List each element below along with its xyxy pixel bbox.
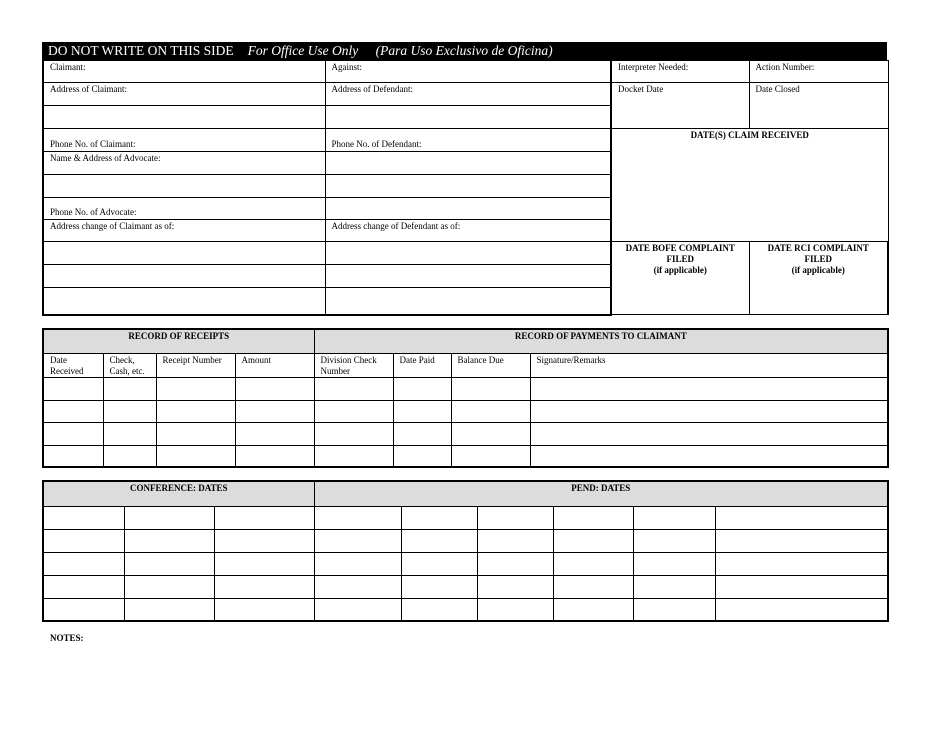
- conference-date-cell[interactable]: [43, 575, 124, 598]
- payment-cell[interactable]: [393, 400, 451, 422]
- date-closed-label: Date Closed: [755, 84, 800, 94]
- pend-date-cell[interactable]: [633, 598, 715, 621]
- col-check-line-1: Check,: [109, 354, 135, 365]
- receipts-payments-table: [42, 328, 889, 468]
- pend-date-cell[interactable]: [715, 529, 888, 552]
- address-change-defendant-field[interactable]: [325, 220, 611, 242]
- phone-defendant-label: Phone No. of Defendant:: [331, 139, 422, 149]
- pend-date-cell[interactable]: [715, 598, 888, 621]
- pend-date-cell[interactable]: [401, 552, 477, 575]
- pend-date-cell[interactable]: [477, 506, 553, 529]
- receipt-cell[interactable]: [235, 422, 314, 445]
- pend-date-cell[interactable]: [314, 598, 401, 621]
- address-change-defendant-line-2[interactable]: [325, 265, 611, 288]
- pend-date-cell[interactable]: [477, 552, 553, 575]
- receipt-cell[interactable]: [43, 445, 103, 467]
- col-signature-remarks: [530, 353, 888, 377]
- bofe-line-1: DATE BOFE COMPLAINT: [625, 243, 735, 253]
- col-check-cash: [103, 353, 156, 377]
- receipt-cell[interactable]: [103, 377, 156, 400]
- conference-pend-table: [42, 480, 889, 622]
- phone-defendant-field[interactable]: [325, 129, 611, 152]
- header-subtitle: For Office Use Only: [247, 43, 359, 58]
- payment-cell[interactable]: [451, 422, 530, 445]
- col-balance-due-label: Balance Due: [457, 354, 504, 365]
- pend-date-cell[interactable]: [314, 529, 401, 552]
- advocate-label: Name & Address of Advocate:: [50, 153, 161, 163]
- record-of-receipts-title: RECORD OF RECEIPTS: [128, 331, 230, 341]
- payment-cell[interactable]: [530, 400, 888, 422]
- payment-cell[interactable]: [530, 377, 888, 400]
- receipt-cell[interactable]: [156, 445, 235, 467]
- col-date-received: [43, 353, 103, 377]
- pend-date-cell[interactable]: [401, 506, 477, 529]
- col-signature-remarks-label: Signature/Remarks: [536, 354, 606, 365]
- col-amount: [235, 353, 314, 377]
- receipt-cell[interactable]: [235, 377, 314, 400]
- action-number-label: Action Number:: [755, 62, 815, 72]
- address-change-claimant-field[interactable]: [43, 220, 325, 242]
- payment-cell[interactable]: [530, 422, 888, 445]
- receipt-cell[interactable]: [43, 400, 103, 422]
- address-change-defendant-label: Address change of Defendant as of:: [331, 221, 461, 231]
- receipt-cell[interactable]: [103, 422, 156, 445]
- conference-date-cell[interactable]: [214, 575, 314, 598]
- pend-date-cell[interactable]: [633, 575, 715, 598]
- notes-label: NOTES:: [50, 633, 84, 643]
- address-change-claimant-label: Address change of Claimant as of:: [50, 221, 175, 231]
- pend-date-cell[interactable]: [715, 506, 888, 529]
- claimant-label: Claimant:: [50, 62, 86, 72]
- conference-date-cell[interactable]: [124, 552, 214, 575]
- bofe-complaint-box[interactable]: [611, 242, 749, 315]
- payment-cell[interactable]: [393, 422, 451, 445]
- phone-advocate-field[interactable]: [43, 198, 325, 220]
- address-change-claimant-line-3[interactable]: [43, 288, 325, 315]
- rci-line-2: FILED: [804, 254, 832, 264]
- office-use-header: [42, 42, 887, 60]
- pend-date-cell[interactable]: [477, 575, 553, 598]
- advocate-right-line-2[interactable]: [325, 175, 611, 198]
- phone-claimant-field[interactable]: [43, 129, 325, 152]
- record-of-payments-title: RECORD OF PAYMENTS TO CLAIMANT: [514, 331, 687, 341]
- office-use-form: [42, 42, 887, 316]
- payment-cell[interactable]: [314, 422, 393, 445]
- col-division-check-line-1: Division Check: [320, 354, 377, 365]
- pend-date-cell[interactable]: [401, 575, 477, 598]
- col-balance-due: [451, 353, 530, 377]
- record-of-receipts-header: [43, 329, 314, 353]
- payment-cell[interactable]: [393, 445, 451, 467]
- address-defendant-field[interactable]: [325, 83, 611, 106]
- col-date-paid-label: Date Paid: [399, 354, 435, 365]
- record-of-payments-header: [314, 329, 888, 353]
- against-field[interactable]: [325, 61, 611, 83]
- receipt-cell[interactable]: [235, 400, 314, 422]
- date-closed-field[interactable]: [749, 83, 888, 129]
- pend-date-cell[interactable]: [553, 575, 633, 598]
- docket-date-label: Docket Date: [618, 84, 664, 94]
- conference-date-cell[interactable]: [43, 506, 124, 529]
- address-claimant-field[interactable]: [43, 83, 325, 106]
- dates-claim-received-box[interactable]: [611, 129, 888, 242]
- pend-date-cell[interactable]: [633, 552, 715, 575]
- col-division-check-line-2: Number: [320, 365, 350, 376]
- pend-date-cell[interactable]: [553, 529, 633, 552]
- receipt-cell[interactable]: [43, 377, 103, 400]
- col-receipt-number: [156, 353, 235, 377]
- col-division-check: [314, 353, 393, 377]
- bofe-line-3: (if applicable): [653, 265, 707, 275]
- payment-cell[interactable]: [451, 445, 530, 467]
- rci-complaint-box[interactable]: [749, 242, 888, 315]
- interpreter-needed-field[interactable]: [611, 61, 749, 83]
- header-title: DO NOT WRITE ON THIS SIDE: [48, 43, 234, 58]
- col-amount-label: Amount: [241, 354, 272, 365]
- pend-date-cell[interactable]: [314, 552, 401, 575]
- receipt-cell[interactable]: [156, 400, 235, 422]
- address-change-defendant-line-1[interactable]: [325, 242, 611, 265]
- rci-line-1: DATE RCI COMPLAINT: [767, 243, 869, 253]
- pend-date-cell[interactable]: [477, 598, 553, 621]
- col-receipt-number-label: Receipt Number: [162, 354, 222, 365]
- phone-advocate-label: Phone No. of Advocate:: [50, 207, 137, 217]
- conference-date-cell[interactable]: [124, 575, 214, 598]
- address-change-defendant-line-3[interactable]: [325, 288, 611, 315]
- payment-cell[interactable]: [314, 400, 393, 422]
- docket-date-field[interactable]: [611, 83, 749, 129]
- address-defendant-line[interactable]: [325, 106, 611, 129]
- address-defendant-label: Address of Defendant:: [331, 84, 413, 94]
- conference-date-cell[interactable]: [214, 506, 314, 529]
- payment-cell[interactable]: [451, 377, 530, 400]
- pend-date-cell[interactable]: [553, 552, 633, 575]
- address-claimant-label: Address of Claimant:: [50, 84, 127, 94]
- pend-date-cell[interactable]: [715, 552, 888, 575]
- col-date-received-line-2: Received: [50, 365, 84, 376]
- interpreter-needed-label: Interpreter Needed:: [618, 62, 689, 72]
- payment-cell[interactable]: [314, 377, 393, 400]
- pend-date-cell[interactable]: [715, 575, 888, 598]
- conference-date-cell[interactable]: [43, 529, 124, 552]
- pend-date-cell[interactable]: [401, 529, 477, 552]
- pend-date-cell[interactable]: [633, 529, 715, 552]
- receipt-cell[interactable]: [235, 445, 314, 467]
- header-subtitle-es: (Para Uso Exclusivo de Oficina): [375, 43, 553, 58]
- col-check-line-2: Cash, etc.: [109, 365, 145, 376]
- payment-cell[interactable]: [530, 445, 888, 467]
- receipt-cell[interactable]: [156, 377, 235, 400]
- conference-date-cell[interactable]: [214, 529, 314, 552]
- conference-date-cell[interactable]: [214, 598, 314, 621]
- receipt-cell[interactable]: [43, 422, 103, 445]
- pend-date-cell[interactable]: [314, 575, 401, 598]
- advocate-right-line-3[interactable]: [325, 198, 611, 220]
- receipts-payments-section: [42, 328, 887, 468]
- pend-date-cell[interactable]: [314, 506, 401, 529]
- rci-line-3: (if applicable): [791, 265, 845, 275]
- bofe-line-2: FILED: [666, 254, 694, 264]
- pend-dates-header: [314, 481, 888, 506]
- conference-date-cell[interactable]: [124, 529, 214, 552]
- advocate-field[interactable]: [43, 152, 325, 175]
- advocate-right-line-1[interactable]: [325, 152, 611, 175]
- conference-dates-title: CONFERENCE: DATES: [129, 483, 228, 493]
- pend-date-cell[interactable]: [401, 598, 477, 621]
- receipt-cell[interactable]: [103, 445, 156, 467]
- pend-dates-title: PEND: DATES: [571, 483, 631, 493]
- conference-date-cell[interactable]: [214, 552, 314, 575]
- conference-pend-section: [42, 480, 887, 622]
- payment-cell[interactable]: [314, 445, 393, 467]
- conference-date-cell[interactable]: [124, 598, 214, 621]
- col-date-paid: [393, 353, 451, 377]
- receipt-cell[interactable]: [103, 400, 156, 422]
- payment-cell[interactable]: [393, 377, 451, 400]
- pend-date-cell[interactable]: [553, 598, 633, 621]
- claimant-field[interactable]: [43, 61, 325, 83]
- conference-date-cell[interactable]: [124, 506, 214, 529]
- dates-claim-received-label: DATE(S) CLAIM RECEIVED: [690, 130, 809, 140]
- conference-date-cell[interactable]: [43, 598, 124, 621]
- payment-cell[interactable]: [451, 400, 530, 422]
- advocate-line[interactable]: [43, 175, 325, 198]
- receipt-cell[interactable]: [156, 422, 235, 445]
- against-label: Against:: [331, 62, 362, 72]
- address-change-claimant-line-2[interactable]: [43, 265, 325, 288]
- pend-date-cell[interactable]: [477, 529, 553, 552]
- col-date-received-line-1: Date: [50, 354, 67, 365]
- conference-dates-header: [43, 481, 314, 506]
- case-info-table: [42, 60, 889, 316]
- address-change-claimant-line-1[interactable]: [43, 242, 325, 265]
- phone-claimant-label: Phone No. of Claimant:: [50, 139, 136, 149]
- action-number-field[interactable]: [749, 61, 888, 83]
- address-claimant-line[interactable]: [43, 106, 325, 129]
- conference-date-cell[interactable]: [43, 552, 124, 575]
- pend-date-cell[interactable]: [633, 506, 715, 529]
- pend-date-cell[interactable]: [553, 506, 633, 529]
